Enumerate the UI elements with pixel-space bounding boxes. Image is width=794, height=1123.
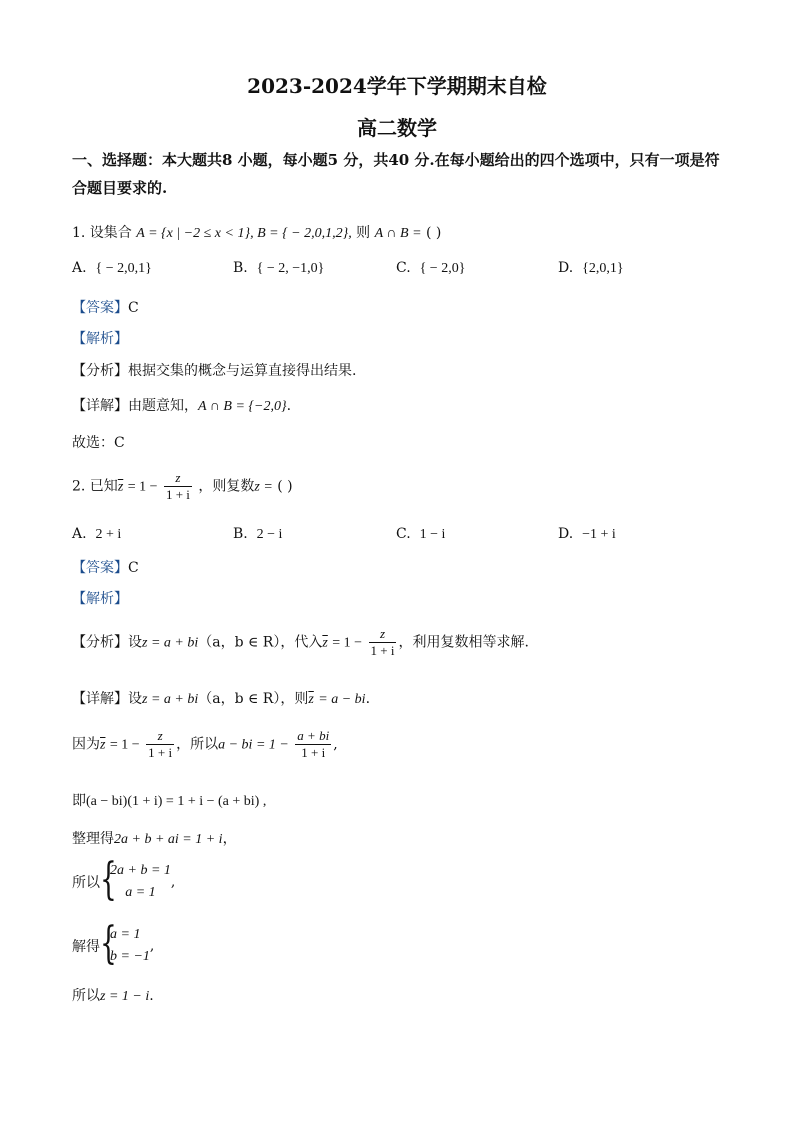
option-value: 2 + i: [95, 527, 122, 542]
left-brace: {: [100, 854, 117, 905]
answer-tag: 【答案】: [72, 560, 128, 576]
step-end: ,: [149, 938, 155, 954]
option-label: A.: [72, 526, 87, 542]
q1-analysis-tag: 【解析】: [72, 331, 128, 347]
step-expr: z = 1 − i: [100, 989, 150, 1004]
xiangjie-end: .: [365, 691, 371, 707]
q1-option-a[interactable]: [72, 260, 152, 277]
step-text: 解得: [72, 939, 100, 955]
left-brace: {: [100, 918, 117, 969]
step-eq: = 1 −: [109, 737, 140, 753]
q2-answer: [72, 557, 139, 577]
q2-step-expand: 即(a − bi)(1 + i) = 1 + i − (a + bi) ,: [72, 794, 267, 809]
q2-fraction: [164, 470, 192, 503]
step-expr: a − bi = 1 −: [218, 737, 289, 753]
answer-tag: 【答案】: [72, 300, 128, 316]
q2-eq: = 1 −: [127, 479, 158, 495]
section-heading: 一、选择题：本大题共8 小题，每小题5 分，共40 分.在每小题给出的四个选项中，只有一项是符合题目要求的.: [72, 151, 720, 197]
option-value: { − 2, −1,0}: [256, 261, 325, 276]
q2-step-because: [72, 728, 338, 761]
answer-value: C: [128, 300, 139, 316]
fenxi-fraction: [369, 626, 397, 659]
q2-xiangjie: [72, 688, 370, 708]
q1-fenxi: [72, 360, 356, 380]
option-value: { − 2,0}: [419, 261, 466, 276]
xiangjie-tag: 【详解】: [72, 691, 128, 707]
q2-step-result: [72, 985, 154, 1005]
q1-answer: [72, 297, 139, 317]
fraction-denominator: 1 + i: [148, 745, 173, 760]
fraction-numerator: a + bi: [297, 728, 330, 743]
step-expr: 2a + b + ai = 1 + i: [114, 832, 223, 847]
fenxi-text: 根据交集的概念与运算直接得出结果.: [128, 363, 357, 379]
step-fraction: [146, 728, 174, 761]
option-value: 1 − i: [419, 527, 446, 542]
xiangjie-end: .: [286, 398, 292, 414]
xiangjie-zbar: $\overline{z}$: [308, 692, 314, 707]
xiangjie-text: 由题意知，: [128, 398, 198, 414]
xiangjie-expr: A ∩ B = {−2,0}: [198, 399, 287, 414]
q2-option-b[interactable]: [233, 526, 282, 543]
system-row: a = 1: [110, 927, 141, 942]
option-label: B.: [233, 260, 248, 276]
q1-sets: A = {x | −2 ≤ x < 1}, B = { − 2,0,1,2},: [136, 226, 352, 241]
xiangjie-tag: 【详解】: [72, 398, 128, 414]
q2-zbar: $\overline{z}$: [117, 479, 124, 495]
step-text: 整理得: [72, 831, 114, 847]
equation-system: [100, 854, 171, 905]
step-text: 所以: [72, 988, 100, 1004]
q1-conclusion: 故选：C: [72, 435, 125, 451]
xiangjie-expr: z = a + bi: [142, 692, 199, 707]
fenxi-eq: = 1 −: [332, 635, 363, 651]
page-title: 2023-2024学年下学期期末自检: [247, 74, 547, 98]
q1-expr: A ∩ B =: [374, 226, 422, 241]
q2-paren: ( ): [277, 478, 293, 495]
q2-stem: [72, 470, 293, 503]
q2-option-c[interactable]: [396, 526, 445, 543]
option-value: −1 + i: [582, 527, 616, 542]
q2-analysis-tag: 【解析】: [72, 591, 128, 607]
system-row: 2a + b = 1: [110, 863, 171, 878]
q1-option-d[interactable]: [558, 260, 624, 277]
fenxi-text-b: （a，b ∈ R），代入: [198, 634, 323, 651]
option-label: C.: [396, 260, 411, 276]
q1-prefix: 1. 设集合: [72, 225, 132, 241]
q2-fenxi: [72, 626, 529, 659]
fenxi-text: 设: [128, 634, 142, 651]
fraction-denominator: 1 + i: [301, 745, 326, 760]
option-label: D.: [558, 526, 574, 542]
fenxi-zbar: $\overline{z}$: [322, 635, 328, 651]
option-label: A.: [72, 260, 87, 276]
fenxi-tag: 【分析】: [72, 634, 128, 651]
solution-system: [100, 918, 150, 969]
xiangjie-text-b: （a，b ∈ R），则: [198, 691, 309, 707]
step-end: .: [149, 988, 154, 1004]
fenxi-expr: z = a + bi: [142, 635, 199, 651]
q2-option-a[interactable]: [72, 526, 121, 543]
fraction-numerator: z: [164, 470, 192, 487]
fraction-numerator: z: [369, 626, 397, 643]
xiangjie-expr-c: = a − bi: [318, 692, 366, 707]
q1-mid: 则: [356, 225, 371, 241]
q1-xiangjie: [72, 395, 291, 415]
option-label: C.: [396, 526, 411, 542]
option-label: D.: [558, 260, 574, 276]
q2-suffix-expr: z =: [254, 479, 273, 495]
step-text-b: ，所以: [176, 736, 219, 753]
q2-suffix: ，则复数: [198, 478, 255, 495]
answer-value: C: [128, 560, 139, 576]
page-subtitle: 高二数学: [357, 116, 437, 140]
option-value: {2,0,1}: [582, 261, 624, 276]
q2-step-system: [72, 854, 176, 905]
q1-option-c[interactable]: [396, 260, 465, 277]
step-zbar: $\overline{z}$: [100, 737, 106, 753]
option-label: B.: [233, 526, 248, 542]
step-end: ,: [170, 874, 176, 890]
fraction-numerator: z: [146, 728, 174, 745]
system-row: b = −1: [110, 949, 150, 964]
option-value: 2 − i: [256, 527, 283, 542]
q1-stem: [72, 222, 441, 242]
fraction-denominator: 1 + i: [370, 643, 395, 658]
fenxi-tag: 【分析】: [72, 363, 128, 379]
q2-prefix: 2. 已知: [72, 478, 118, 495]
q1-paren: ( ): [426, 225, 442, 241]
q1-option-b[interactable]: [233, 260, 324, 277]
step-text: 因为: [72, 736, 100, 753]
step-end: ，: [222, 831, 237, 847]
fenxi-text-c: ，利用复数相等求解.: [398, 634, 529, 651]
fraction-denominator: 1 + i: [165, 487, 190, 502]
step-fraction-2: [295, 728, 331, 761]
step-end: ,: [333, 736, 338, 753]
system-row: a = 1: [125, 885, 156, 900]
xiangjie-text: 设: [128, 691, 142, 707]
q2-step-simplify: [72, 828, 237, 848]
q2-step-solve: [72, 918, 155, 969]
option-value: { − 2,0,1}: [95, 261, 152, 276]
q2-option-d[interactable]: [558, 526, 616, 543]
step-text: 所以: [72, 875, 100, 891]
